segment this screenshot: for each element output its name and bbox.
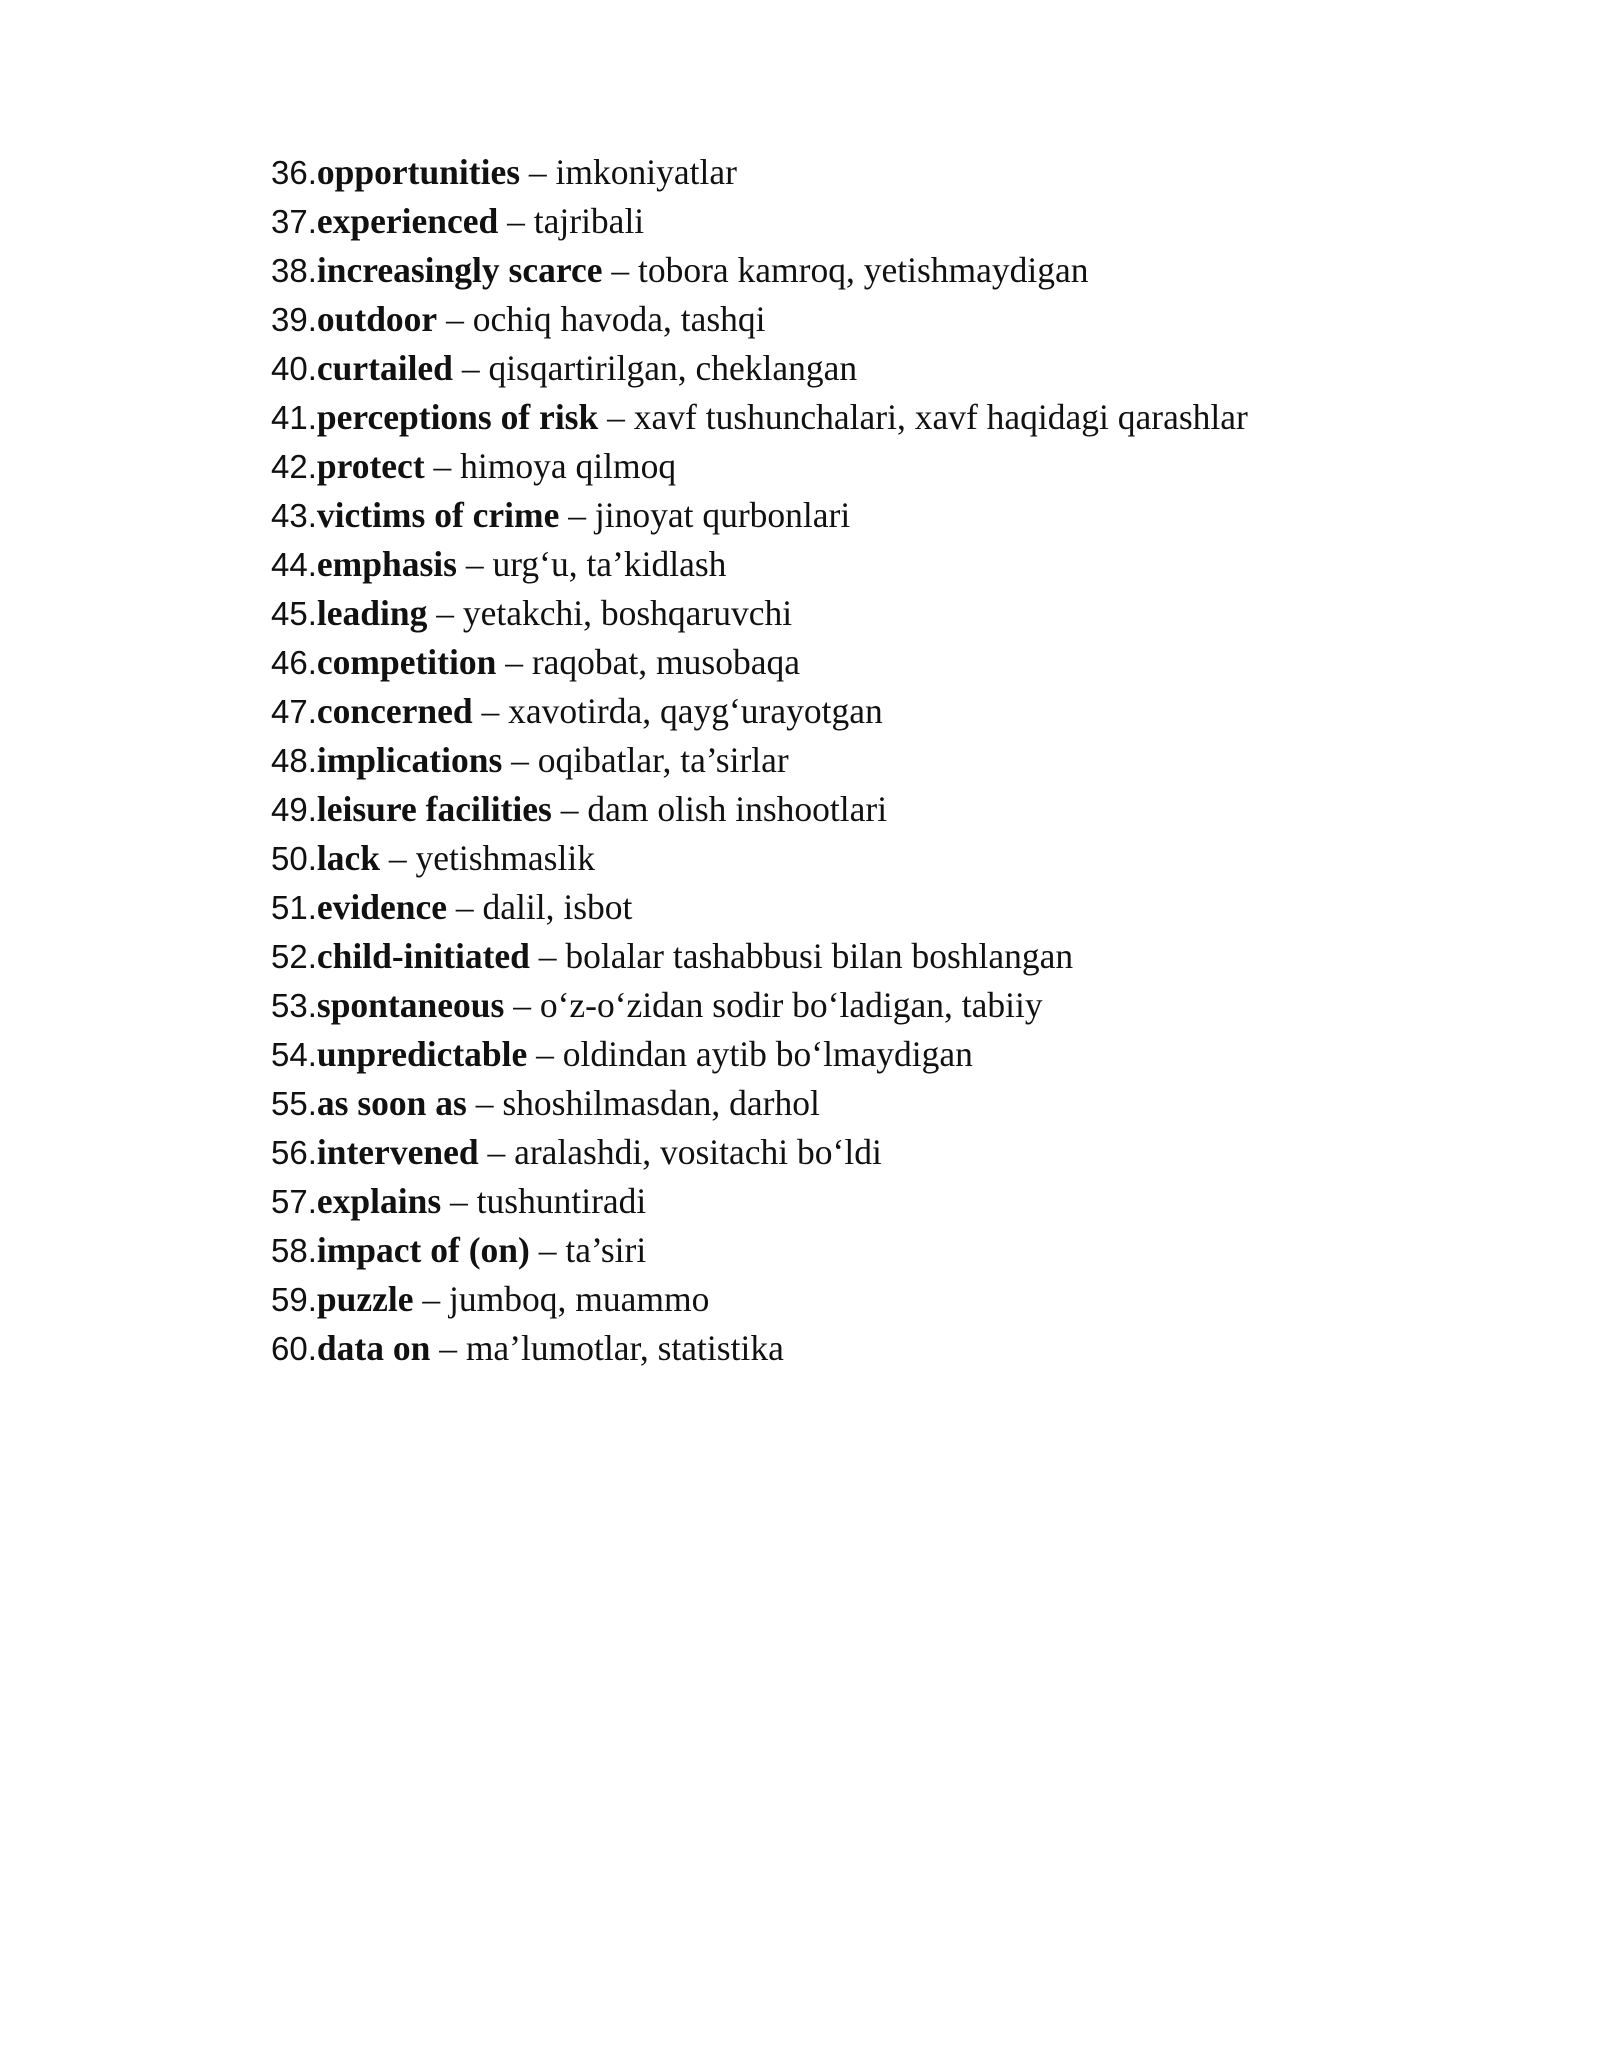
entry-translation: himoya qilmoq [460,446,677,486]
vocab-entry [271,246,1421,295]
vocab-entry [271,491,1421,540]
vocab-entry [271,687,1421,736]
vocab-entry [271,148,1421,197]
entry-term: increasingly scarce [316,250,603,290]
entry-term: data on [316,1328,431,1368]
entry-number: 49. [271,791,317,828]
vocab-entry [271,344,1421,393]
entry-number: 37. [271,203,317,240]
entry-translation: tajribali [533,201,645,241]
vocab-entry [271,1030,1421,1079]
entry-term: leading [316,593,428,633]
entry-number: 56. [271,1134,317,1171]
entry-number: 60. [271,1330,317,1367]
entry-translation: dalil, isbot [482,887,633,927]
entry-number: 51. [271,889,317,926]
entry-term: explains [316,1181,442,1221]
entry-number: 52. [271,938,317,975]
entry-translation: tushuntiradi [476,1181,647,1221]
entry-translation: ta’siri [565,1230,647,1270]
entry-number: 45. [271,595,317,632]
entry-separator: – [422,1279,441,1319]
vocab-entry [271,638,1421,687]
vocab-entry [271,1128,1421,1177]
entry-translation: oldindan aytib bo‘lmaydigan [562,1034,973,1074]
vocab-entry [271,197,1421,246]
vocab-entry [271,1177,1421,1226]
entry-separator: – [439,1328,457,1368]
entry-separator: – [436,593,454,633]
entry-separator: – [433,446,452,486]
entry-term: as soon as [316,1083,467,1123]
entry-number: 39. [271,301,317,338]
entry-translation: tobora kamroq, yetishmaydigan [637,250,1089,290]
entry-term: spontaneous [316,985,505,1025]
entry-separator: – [607,397,625,437]
vocab-entry [271,540,1421,589]
entry-separator: – [511,740,529,780]
vocab-entry [271,1226,1421,1275]
entry-translation: aralashdi, vositachi bo‘ldi [514,1132,882,1172]
entry-number: 59. [271,1281,317,1318]
entry-term: emphasis [316,544,457,584]
entry-term: implications [316,740,503,780]
entry-term: victims of crime [316,495,560,535]
entry-number: 36. [271,154,317,191]
entry-translation: jinoyat qurbonlari [594,495,851,535]
vocab-entry [271,883,1421,932]
entry-number: 50. [271,840,317,877]
entry-separator: – [388,838,407,878]
entry-number: 46. [271,644,317,681]
vocab-entry [271,295,1421,344]
entry-separator: – [536,1034,554,1074]
entry-term: perceptions of risk [316,397,599,437]
entry-separator: – [507,201,525,241]
entry-separator: – [568,495,586,535]
entry-separator: – [538,1230,557,1270]
entry-separator: – [560,789,579,829]
entry-number: 40. [271,350,317,387]
entry-translation: yetishmaslik [415,838,595,878]
entry-term: experienced [316,201,499,241]
entry-term: competition [316,642,497,682]
vocab-entry [271,981,1421,1030]
entry-number: 38. [271,252,317,289]
entry-translation: jumboq, muammo [449,1279,710,1319]
entry-separator: – [465,544,484,584]
entry-separator: – [513,985,531,1025]
entry-separator: – [481,691,500,731]
entry-translation: qisqartirilgan, cheklangan [488,348,858,388]
vocab-entry [271,785,1421,834]
entry-term: protect [316,446,425,486]
vocab-entry [271,442,1421,491]
entry-translation: xavf tushunchalari, xavf haqidagi qarashlar [633,397,1248,437]
entry-term: opportunities [316,152,521,192]
entry-separator: – [461,348,480,388]
entry-term: evidence [316,887,448,927]
vocab-entry [271,393,1421,442]
entry-separator: – [455,887,474,927]
entry-translation: oqibatlar, ta’sirlar [537,740,789,780]
vocabulary-list [271,148,1421,1373]
entry-term: outdoor [316,299,438,339]
entry-number: 41. [271,399,317,436]
entry-translation: shoshilmasdan, darhol [502,1083,820,1123]
entry-separator: – [450,1181,468,1221]
entry-separator: – [505,642,523,682]
vocab-entry [271,1275,1421,1324]
entry-translation: urg‘u, ta’kidlash [492,544,727,584]
entry-number: 42. [271,448,317,485]
entry-number: 48. [271,742,317,779]
entry-translation: ma’lumotlar, statistika [465,1328,784,1368]
entry-translation: o‘z-o‘zidan sodir bo‘ladigan, tabiiy [539,985,1043,1025]
entry-number: 58. [271,1232,317,1269]
entry-separator: – [475,1083,494,1123]
entry-number: 44. [271,546,317,583]
vocab-entry [271,834,1421,883]
vocab-entry [271,1079,1421,1128]
entry-number: 43. [271,497,317,534]
entry-separator: – [538,936,557,976]
entry-term: child-initiated [316,936,530,976]
entry-number: 53. [271,987,317,1024]
entry-translation: raqobat, musobaqa [531,642,800,682]
entry-translation: xavotirda, qayg‘urayotgan [508,691,883,731]
entry-number: 47. [271,693,317,730]
vocab-entry [271,736,1421,785]
entry-term: curtailed [316,348,453,388]
entry-term: unpredictable [316,1034,528,1074]
entry-term: lack [316,838,380,878]
entry-term: concerned [316,691,473,731]
entry-translation: yetakchi, boshqaruvchi [462,593,793,633]
entry-separator: – [528,152,547,192]
entry-translation: bolalar tashabbusi bilan boshlangan [565,936,1074,976]
entry-separator: – [446,299,464,339]
entry-term: impact of (on) [316,1230,530,1270]
entry-separator: – [487,1132,506,1172]
vocab-entry [271,932,1421,981]
entry-number: 55. [271,1085,317,1122]
entry-term: puzzle [316,1279,414,1319]
entry-translation: ochiq havoda, tashqi [472,299,766,339]
vocab-entry [271,1324,1421,1373]
entry-translation: dam olish inshootlari [587,789,888,829]
entry-translation: imkoniyatlar [555,152,737,192]
entry-term: intervened [316,1132,479,1172]
entry-term: leisure facilities [316,789,552,829]
entry-separator: – [611,250,630,290]
vocab-entry [271,589,1421,638]
entry-number: 54. [271,1036,317,1073]
entry-number: 57. [271,1183,317,1220]
